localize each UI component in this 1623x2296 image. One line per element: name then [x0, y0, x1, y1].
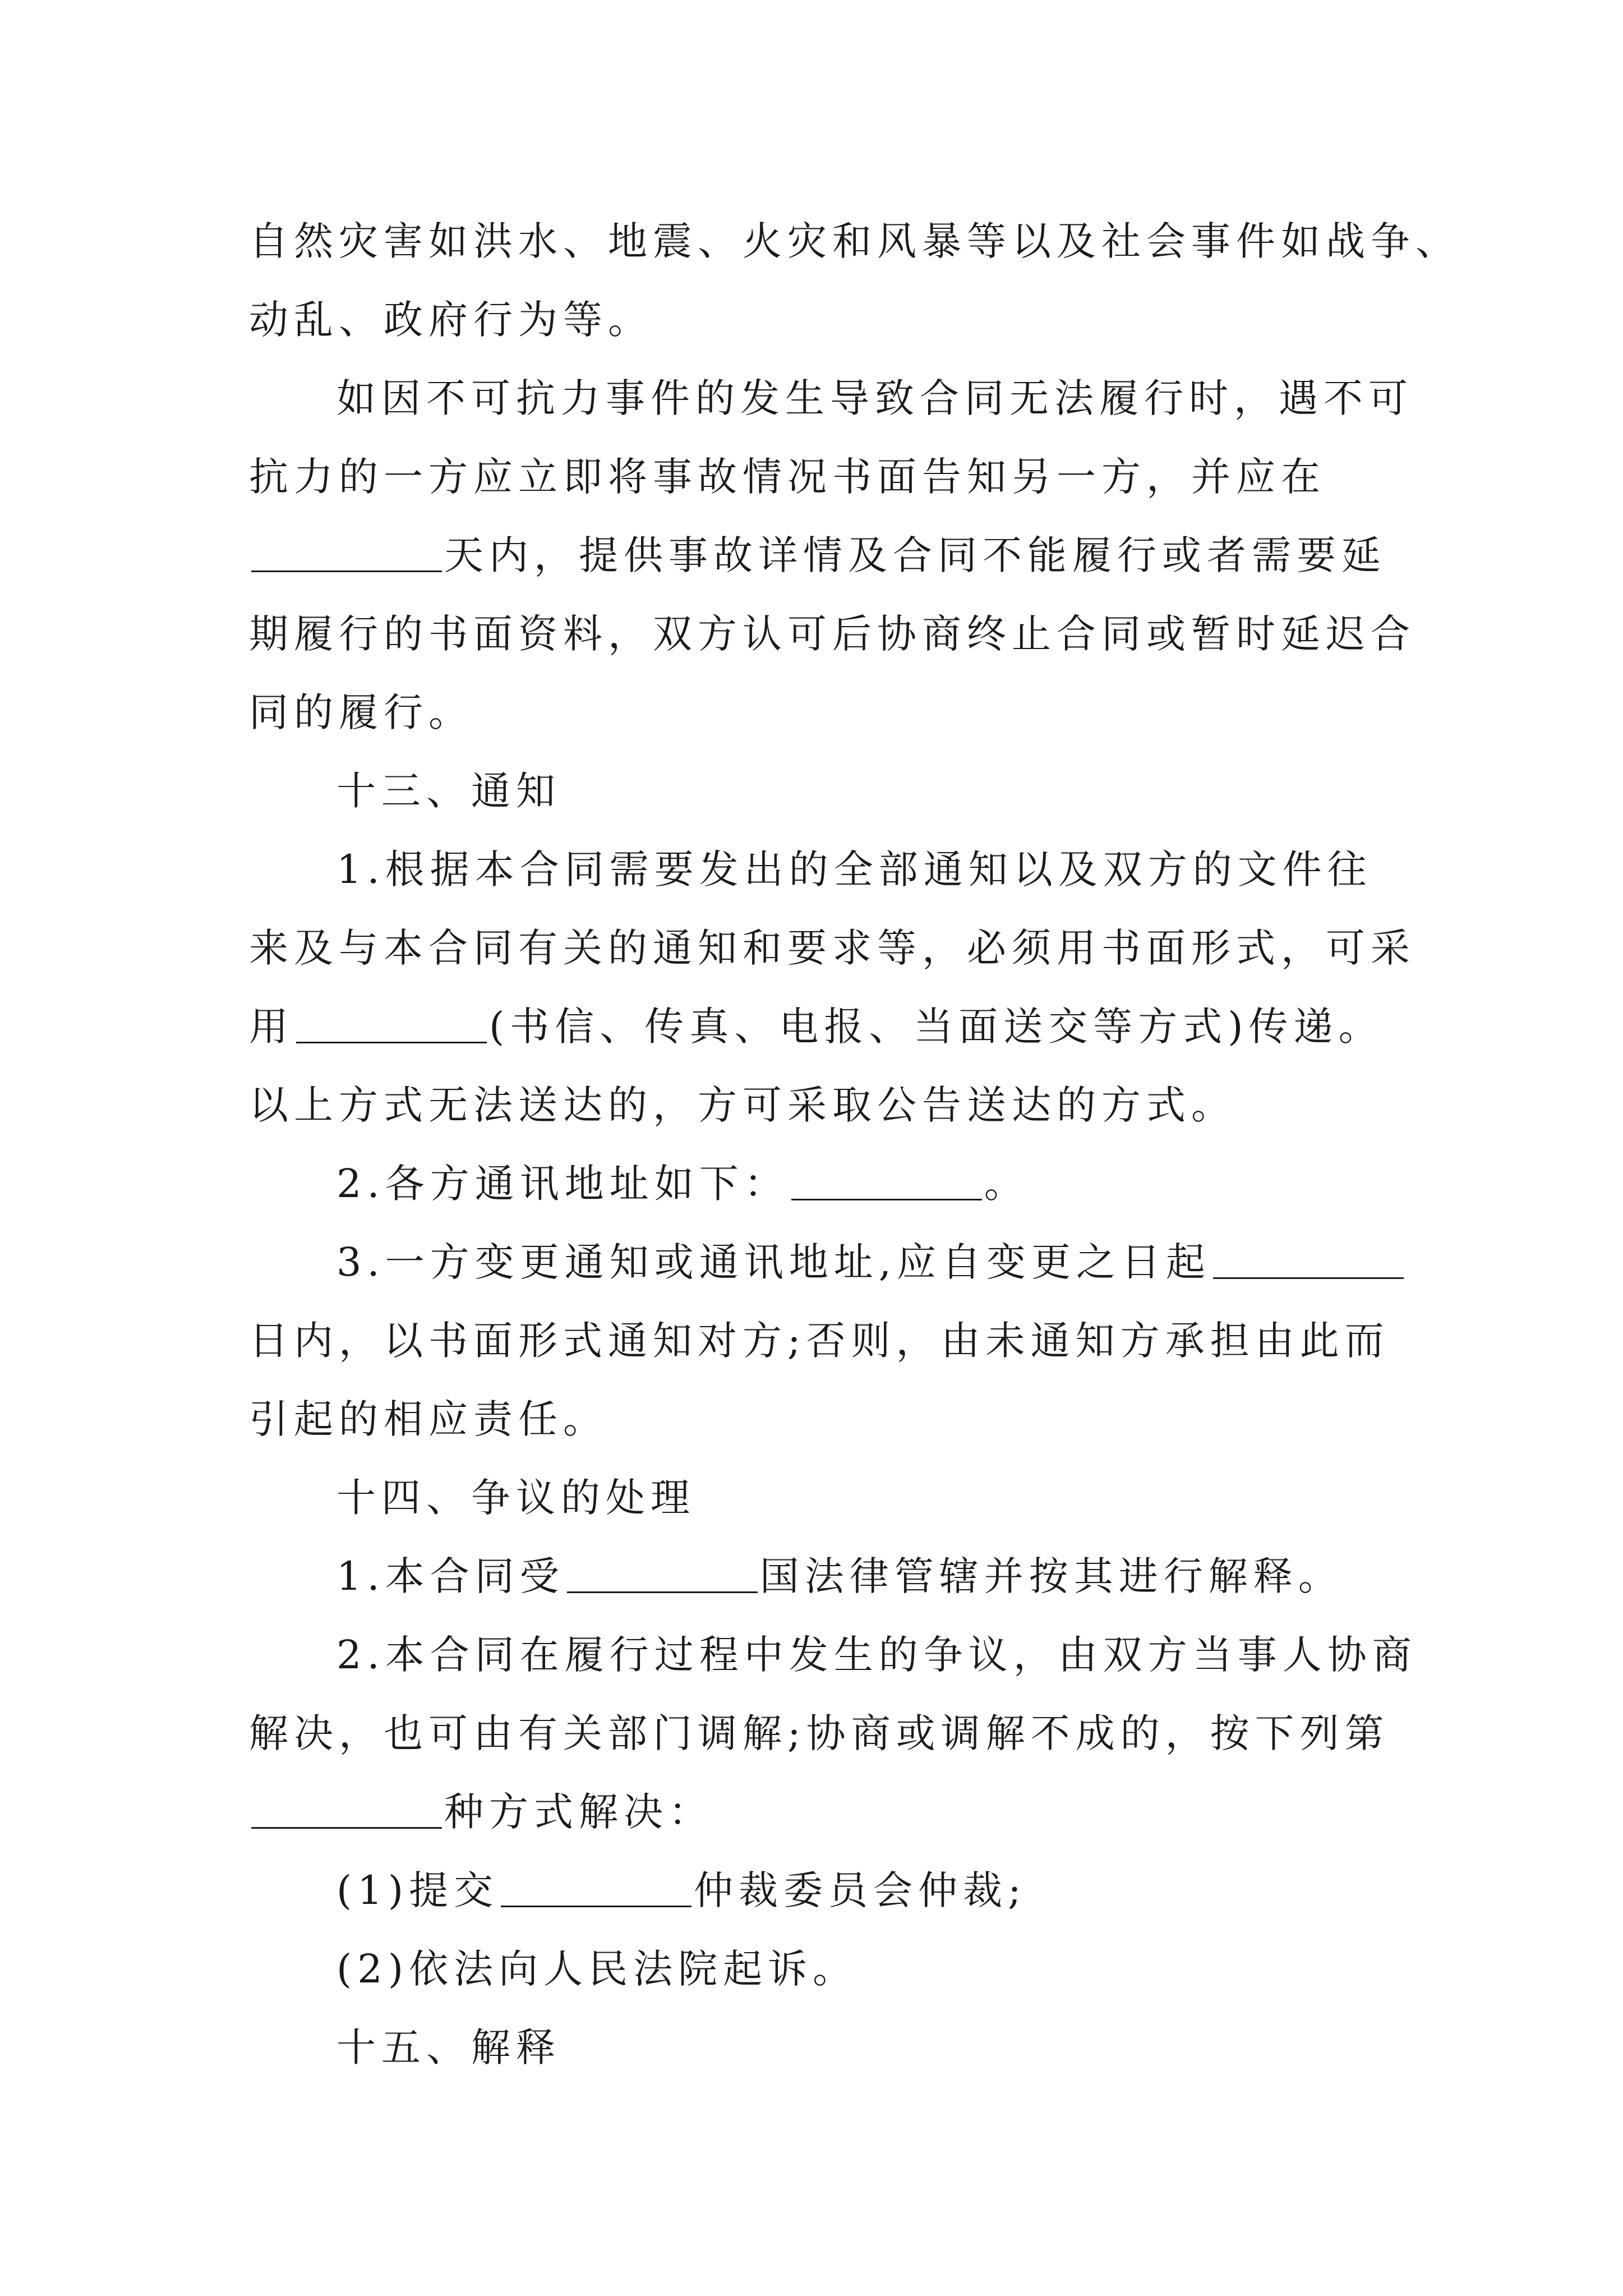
text-line — [249, 1537, 1385, 1616]
text-segment: 解决，也可由有关部门调解;协商或调解不成的，按下列第 — [249, 1710, 1390, 1756]
text-segment: (1)提交 — [336, 1867, 499, 1913]
fill-in-blank[interactable] — [251, 1788, 442, 1829]
text-line — [249, 1773, 1385, 1851]
text-line — [249, 1066, 1385, 1144]
text-segment: 用 — [249, 1004, 294, 1050]
text-segment: 国法律管辖并按其进行解释。 — [759, 1553, 1343, 1599]
text-segment: 动乱、政府行为等。 — [249, 297, 653, 343]
fill-in-blank[interactable] — [501, 1866, 691, 1907]
document-body — [249, 202, 1460, 2087]
text-segment: 天内，提供事故详情及合同不能履行或者需要延 — [444, 532, 1386, 578]
fill-in-blank[interactable] — [567, 1552, 758, 1593]
text-line — [249, 1223, 1385, 1301]
text-segment: 十五、解释 — [336, 2024, 561, 2070]
text-segment: 2.本合同在履行过程中发生的争议，由双方当事人协商 — [336, 1632, 1417, 1678]
text-segment: (书信、传真、电报、当面送交等方式)传递。 — [489, 1004, 1384, 1050]
text-line — [249, 830, 1385, 909]
text-segment: 引起的相应责任。 — [249, 1396, 608, 1442]
text-segment: 期履行的书面资料，双方认可后协商终止合同或暂时延迟合 — [249, 611, 1415, 657]
text-segment: 。 — [984, 1161, 1029, 1207]
text-line — [249, 673, 1385, 752]
text-line — [249, 2008, 1385, 2087]
text-line — [249, 516, 1385, 595]
text-segment: 十四、争议的处理 — [336, 1475, 695, 1521]
text-line — [249, 438, 1385, 516]
text-line — [249, 280, 1385, 359]
text-line — [249, 595, 1415, 673]
text-segment: 十三、通知 — [336, 768, 561, 814]
text-segment: 仲裁委员会仲裁; — [694, 1867, 1027, 1913]
text-segment: 以上方式无法送达的，方可采取公告送达的方式。 — [249, 1082, 1236, 1128]
text-segment: (2)依法向人民法院起诉。 — [336, 1946, 858, 1992]
text-line — [249, 1144, 1385, 1223]
text-line — [249, 1930, 1385, 2008]
text-segment: 同的履行。 — [249, 689, 473, 735]
text-segment: 2.各方通讯地址如下： — [336, 1161, 789, 1207]
text-segment: 自然灾害如洪水、地震、火灾和风暴等以及社会事件如战争、 — [249, 218, 1460, 264]
text-segment: 日内，以书面形式通知对方;否则，由未通知方承担由此而 — [249, 1318, 1390, 1364]
text-line — [249, 1616, 1417, 1694]
fill-in-blank[interactable] — [791, 1159, 982, 1200]
text-line — [249, 1301, 1390, 1380]
text-segment: 种方式解决： — [444, 1789, 713, 1835]
text-line — [249, 752, 1385, 830]
text-segment: 1.本合同受 — [336, 1553, 565, 1599]
text-segment: 3.一方变更通知或通讯地址,应自变更之日起 — [336, 1239, 1211, 1285]
fill-in-blank[interactable] — [296, 1002, 487, 1043]
fill-in-blank[interactable] — [1213, 1238, 1404, 1279]
text-segment: 1.根据本合同需要发出的全部通知以及双方的文件往 — [336, 846, 1372, 892]
text-segment: 来及与本合同有关的通知和要求等，必须用书面形式，可采 — [249, 925, 1415, 971]
text-line — [249, 202, 1460, 280]
text-line — [249, 909, 1415, 987]
text-line — [249, 1694, 1390, 1773]
text-line — [249, 359, 1413, 438]
text-line — [249, 987, 1385, 1066]
text-line — [249, 1458, 1385, 1537]
text-segment: 如因不可抗力事件的发生导致合同无法履行时，遇不可 — [336, 375, 1413, 421]
text-line — [249, 1851, 1385, 1930]
fill-in-blank[interactable] — [251, 531, 442, 572]
text-line — [249, 1380, 1385, 1458]
text-segment: 抗力的一方应立即将事故情况书面告知另一方，并应在 — [249, 454, 1326, 500]
